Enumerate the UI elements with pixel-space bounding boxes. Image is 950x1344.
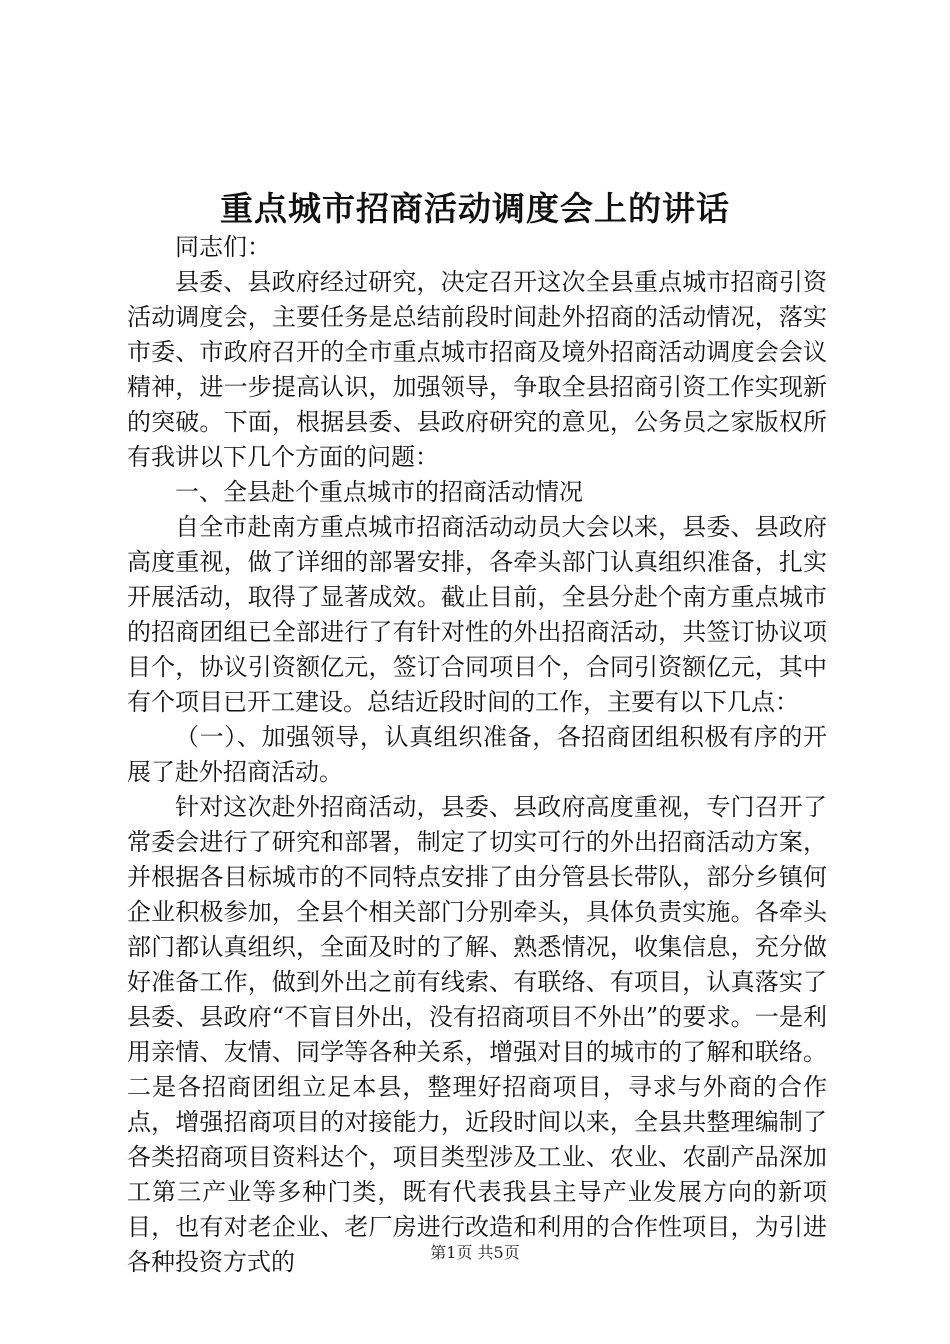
salutation-paragraph: 同志们： xyxy=(175,233,271,261)
subsection-heading-1: （一）、加强领导，认真组织准备，各招商团组积极有序的开展了赴外招商活动。 xyxy=(127,723,827,786)
document-title: 重点城市招商活动调度会上的讲话 xyxy=(220,189,730,228)
intro-paragraph: 县委、县政府经过研究，决定召开这次全县重点城市招商引资活动调度会，主要任务是总结前段时间赴外招商的活动情况，落实市委、市政府召开的全市重点城市招商及境外招商活动调度会会议精神，进一步提高认识，加强领导，争取全县招商引资工作实现新的突破。下面，根据县委、县政府研究的意见，公务员之家版权所有我讲以下几个方面的问题： xyxy=(127,268,827,471)
page-number-footer: 第1页 共5页 xyxy=(430,1243,520,1262)
subsection-1-paragraph: 针对这次赴外招商活动，县委、县政府高度重视，专门召开了常委会进行了研究和部署，制定了切实可行的外出招商活动方案，并根据各目标城市的不同特点安排了由分管县长带队，部分乡镇何企业积极参加，全县个相关部门分别牵头，具体负责实施。各牵头部门都认真组织，全面及时的了解、熟悉情况，收集信息，充分做好准备工作，做到外出之前有线索、有联络、有项目，认真落实了县委、县政府“不盲目外出，没有招商项目不外出”的要求。一是利用亲情、友情、同学等各种关系，增强对目的城市的了解和联络。二是各招商团组立足本县，整理好招商项目，寻求与外商的合作点，增强招商项目的对接能力，近段时间以来，全县共整理编制了各类招商项目资料达个，项目类型涉及工业、农业、农副产品深加工第三产业等多种门类，既有代表我县主导产业发展方向的新项目，也有对老企业、老厂房进行改造和利用的合作性项目，为引进各种投资方式的 xyxy=(127,793,827,1276)
document-body xyxy=(127,230,827,1280)
section-1-paragraph: 自全市赴南方重点城市招商活动动员大会以来，县委、县政府高度重视，做了详细的部署安排，各牵头部门认真组织准备，扎实开展活动，取得了显著成效。截止目前，全县分赴个南方重点城市的招商团组已全部进行了有针对性的外出招商活动，共签订协议项目个，协议引资额亿元，签订合同项目个，合同引资额亿元，其中有个项目已开工建设。总结近段时间的工作，主要有以下几点： xyxy=(127,513,827,716)
section-heading-1: 一、全县赴个重点城市的招商活动情况 xyxy=(175,478,583,506)
